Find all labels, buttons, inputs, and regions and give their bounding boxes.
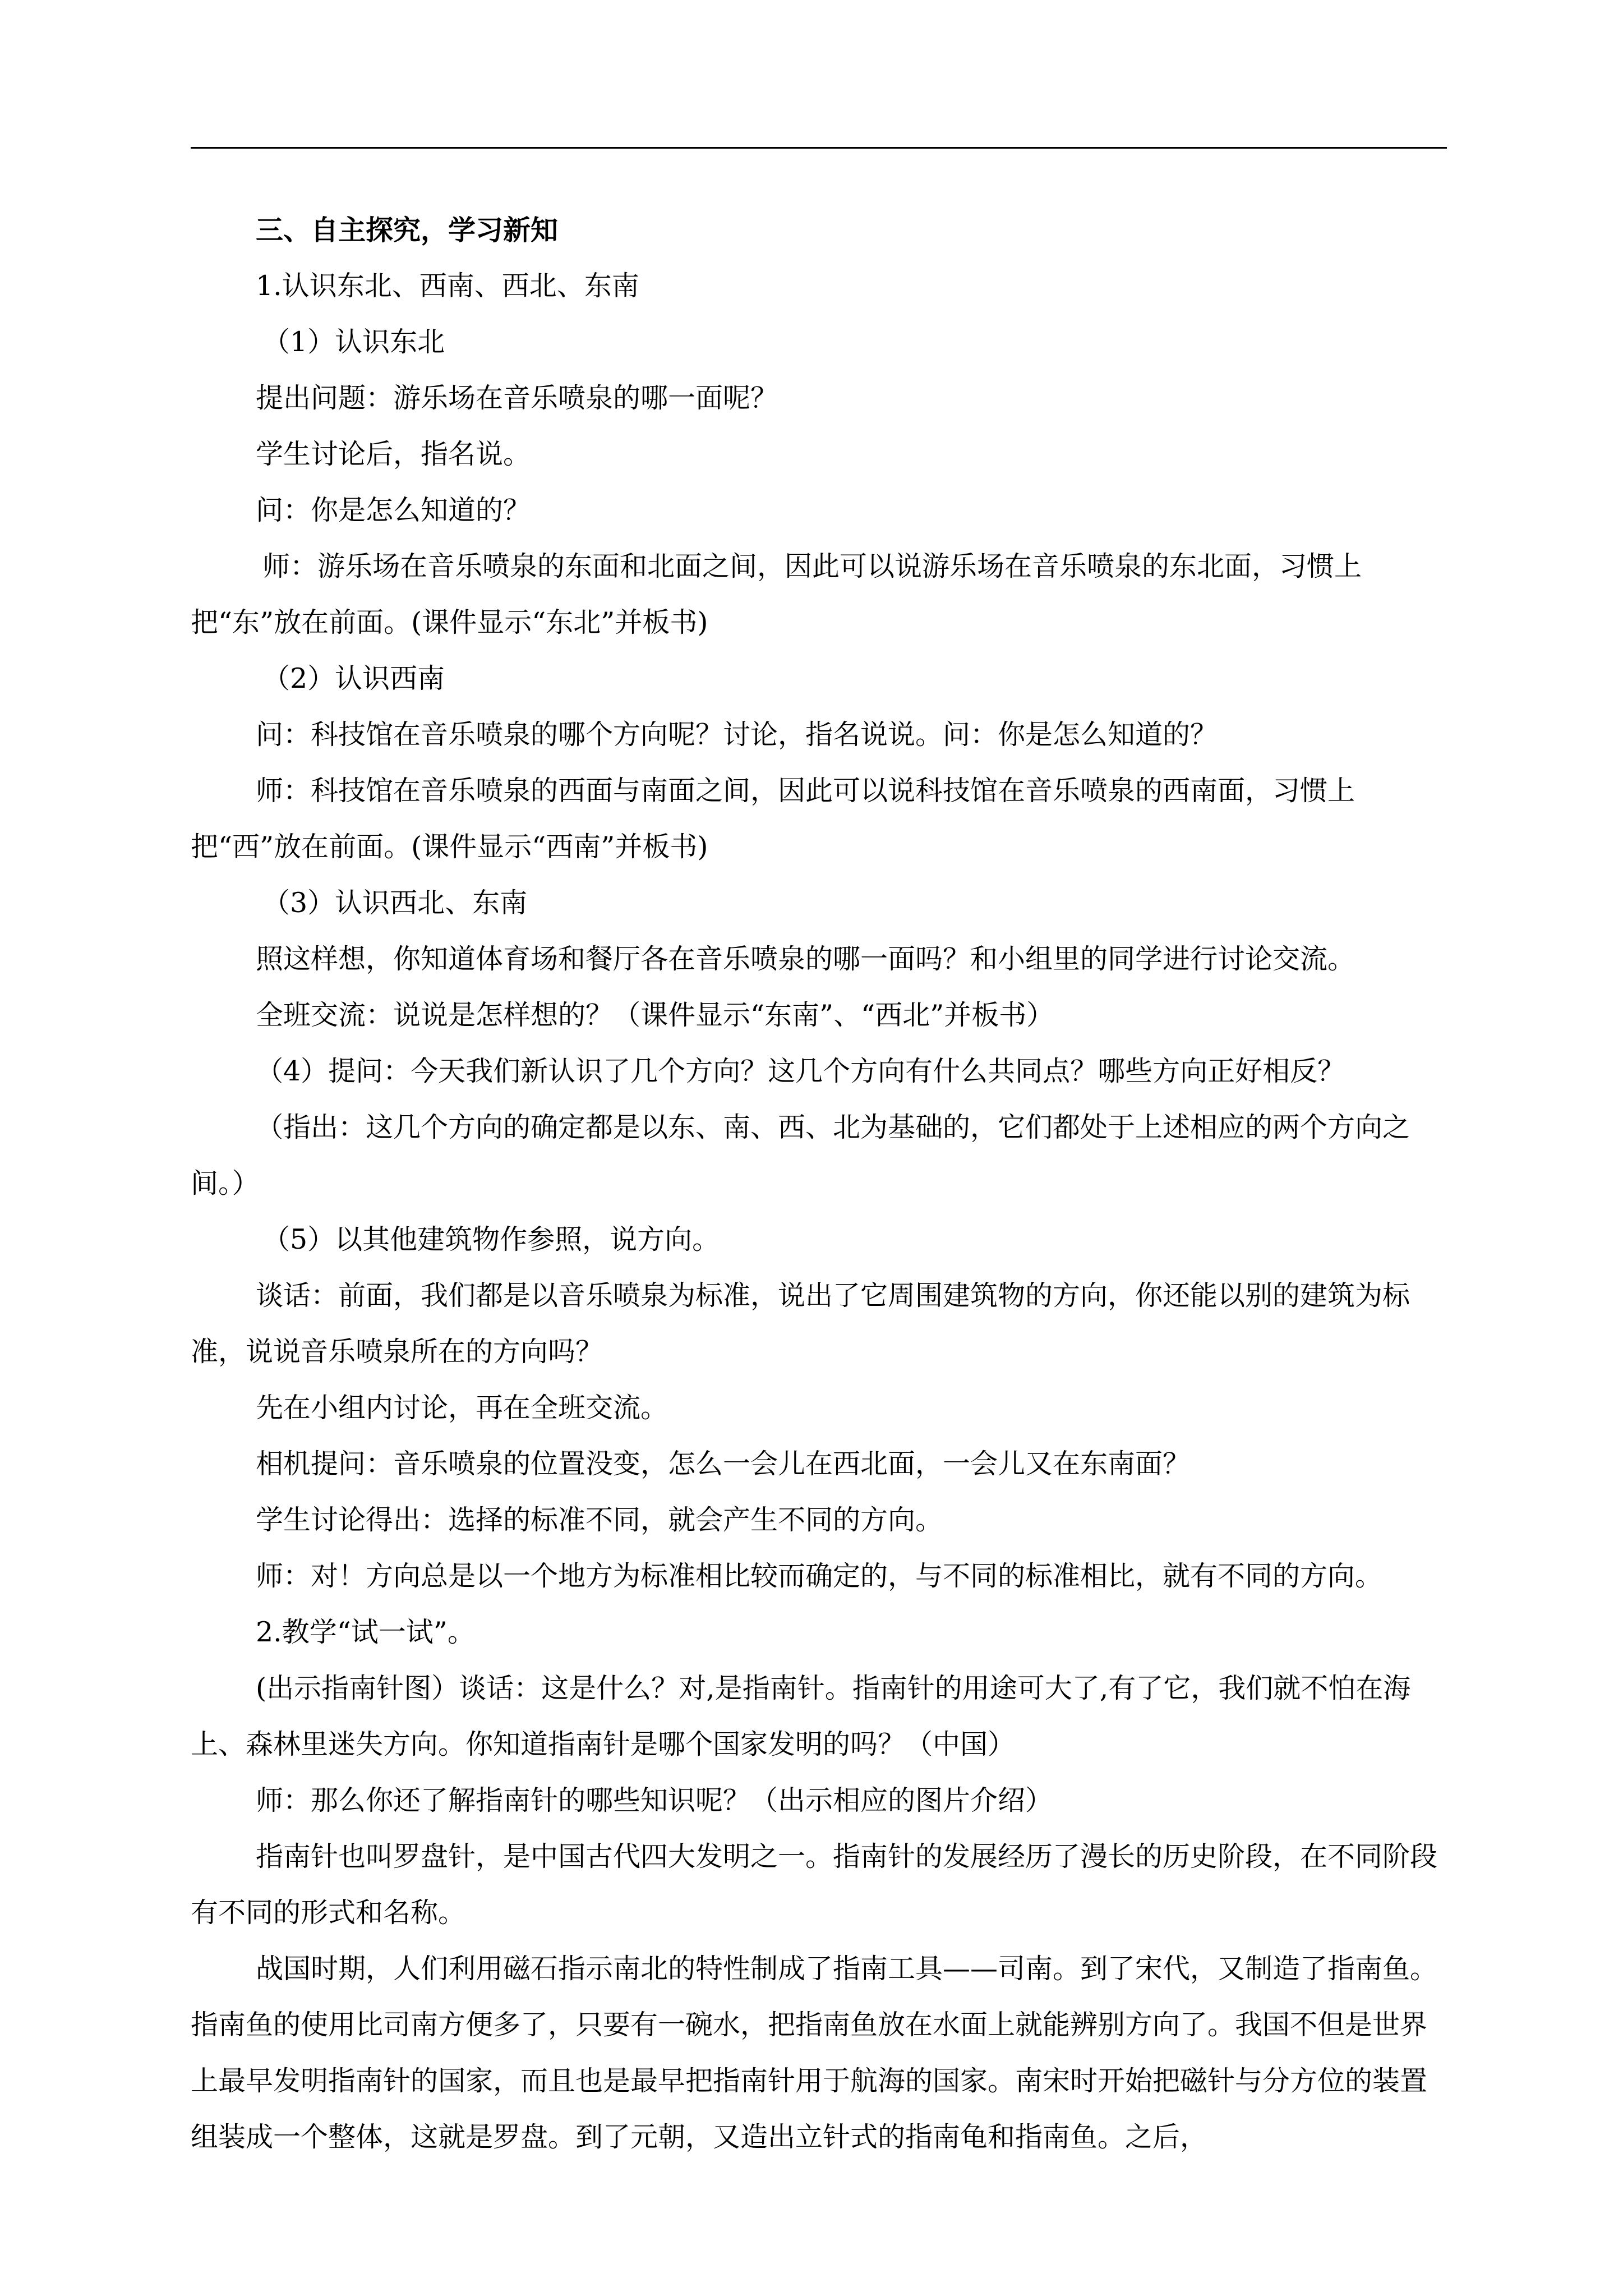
paragraph: 谈话：前面，我们都是以音乐喷泉为标准，说出了它周围建筑物的方向，你还能以别的建筑为标准，说说音乐喷泉所在的方向吗？ <box>191 1280 1410 1368</box>
document-body <box>191 202 1447 2165</box>
paragraph: (出示指南针图）谈话：这是什么？对,是指南针。指南针的用途可大了,有了它，我们就不怕在海上、森林里迷失方向。你知道指南针是哪个国家发明的吗？（中国） <box>191 1672 1411 1760</box>
paragraph: 指南针也叫罗盘针，是中国古代四大发明之一。指南针的发展经历了漫长的历史阶段，在不同阶段有不同的形式和名称。 <box>191 1841 1438 1929</box>
paragraph: 全班交流：说说是怎样想的？（课件显示“东南”、“西北”并板书） <box>256 999 1054 1031</box>
paragraph: 1.认识东北、西南、西北、东南 <box>256 270 639 302</box>
paragraph: 问：科技馆在音乐喷泉的哪个方向呢？讨论，指名说说。问：你是怎么知道的？ <box>256 719 1218 751</box>
paragraph: 学生讨论得出：选择的标准不同，就会产生不同的方向。 <box>256 1504 943 1536</box>
paragraph: （1）认识东北 <box>262 326 445 358</box>
paragraph: 战国时期，人们利用磁石指示南北的特性制成了指南工具——司南。到了宋代，又制造了指南鱼。指南鱼的使用比司南方便多了，只要有一碗水，把指南鱼放在水面上就能辨别方向了。我国不但是世界上最早发明指南针的国家，而且也是最早把指南针用于航海的国家。南宋时开始把磁针与分方位的装置组装成一个整体，这就是罗盘。到了元朝，又造出立针式的指南龟和指南鱼。之后， <box>191 1953 1438 2153</box>
section-heading: 三、自主探究，学习新知 <box>256 214 559 246</box>
paragraph: 2.教学“试一试”。 <box>256 1616 475 1648</box>
paragraph: 学生讨论后，指名说。 <box>256 438 531 470</box>
paragraph: 师：科技馆在音乐喷泉的西面与南面之间，因此可以说科技馆在音乐喷泉的西南面，习惯上把“西”放在前面。(课件显示“西南”并板书) <box>191 775 1355 863</box>
paragraph: 先在小组内讨论，再在全班交流。 <box>256 1392 668 1424</box>
paragraph: （2）认识西南 <box>262 662 445 694</box>
paragraph: （指出：这几个方向的确定都是以东、南、西、北为基础的，它们都处于上述相应的两个方向之间。） <box>191 1111 1410 1199</box>
paragraph: 照这样想，你知道体育场和餐厅各在音乐喷泉的哪一面吗？和小组里的同学进行讨论交流。 <box>256 943 1355 975</box>
paragraph: 师：那么你还了解指南针的哪些知识呢？（出示相应的图片介绍） <box>256 1784 1053 1816</box>
paragraph: 问：你是怎么知道的？ <box>256 494 531 526</box>
paragraph: 提出问题：游乐场在音乐喷泉的哪一面呢？ <box>256 382 778 414</box>
header-rule <box>191 147 1447 149</box>
paragraph: 师：游乐场在音乐喷泉的东面和北面之间，因此可以说游乐场在音乐喷泉的东北面，习惯上把“东”放在前面。(课件显示“东北”并板书) <box>191 550 1362 638</box>
paragraph: （5）以其他建筑物作参照，说方向。 <box>262 1223 720 1255</box>
paragraph: 相机提问：音乐喷泉的位置没变，怎么一会儿在西北面，一会儿又在东南面？ <box>256 1448 1191 1480</box>
paragraph: 师：对！方向总是以一个地方为标准相比较而确定的，与不同的标准相比，就有不同的方向。 <box>256 1560 1383 1592</box>
paragraph: （3）认识西北、东南 <box>262 887 528 919</box>
paragraph: （4）提问：今天我们新认识了几个方向？这几个方向有什么共同点？哪些方向正好相反？ <box>256 1055 1345 1087</box>
